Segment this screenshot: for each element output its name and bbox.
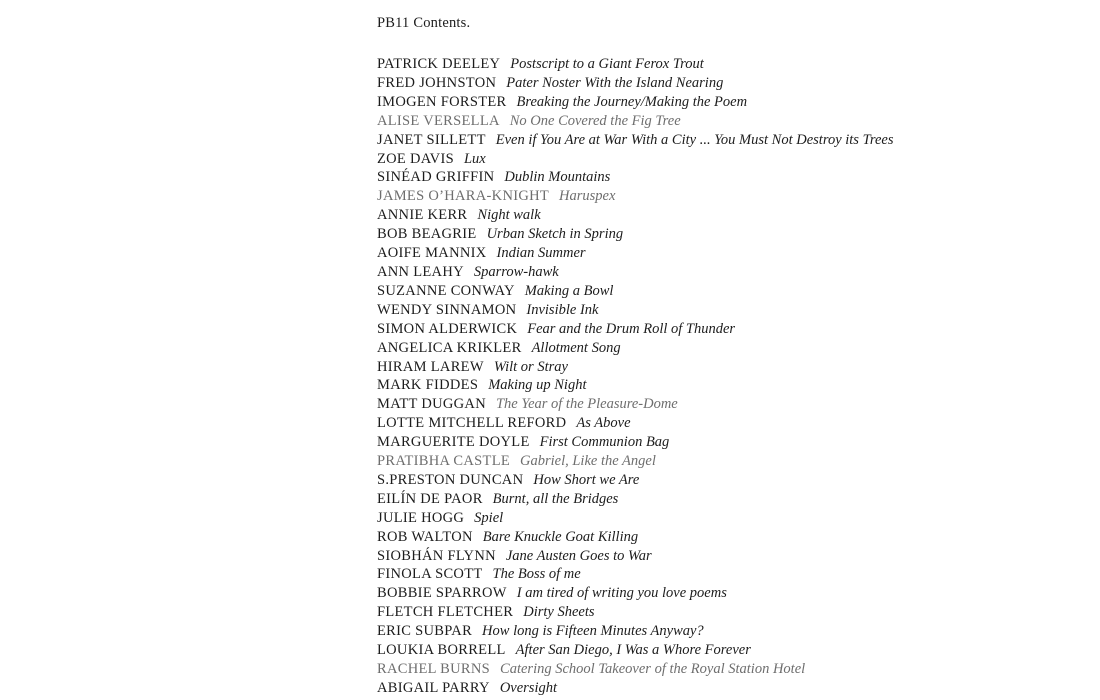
page-title: PB11 Contents. <box>377 15 471 31</box>
poem-title: Lux <box>463 150 486 167</box>
contents-entry <box>377 395 893 414</box>
author-name: HIRAM LAREW <box>377 358 484 375</box>
contents-entry <box>377 225 893 244</box>
poem-title: Burnt, all the Bridges <box>492 490 619 507</box>
poem-title: No One Covered the Fig Tree <box>509 112 681 129</box>
author-name: LOTTE MITCHELL REFORD <box>377 415 567 432</box>
poem-title: Making a Bowl <box>524 282 614 299</box>
author-name: ANNIE KERR <box>377 207 468 224</box>
author-name: FRED JOHNSTON <box>377 74 497 91</box>
author-name: ERIC SUBPAR <box>377 623 473 640</box>
contents-entry <box>377 660 893 679</box>
author-name: ALISE VERSELLA <box>377 112 500 129</box>
poem-title: Dirty Sheets <box>523 604 595 621</box>
poem-title: First Communion Bag <box>539 434 670 451</box>
contents-entry <box>377 452 893 471</box>
author-name: PATRICK DEELEY <box>377 56 501 72</box>
contents-entry <box>377 150 893 169</box>
author-name: IMOGEN FORSTER <box>377 93 507 110</box>
contents-entry <box>377 433 893 452</box>
contents-entry <box>377 74 893 93</box>
contents-entry <box>377 320 893 339</box>
author-name: ANN LEAHY <box>377 263 464 280</box>
contents-entry <box>377 55 893 74</box>
author-name: BOB BEAGRIE <box>377 226 477 243</box>
poem-title: After San Diego, I Was a Whore Forever <box>515 642 751 659</box>
poem-title: Indian Summer <box>496 245 586 262</box>
author-name: SIOBHÁN FLYNN <box>377 547 496 564</box>
poem-title: Even if You Are at War With a City ... You Must Not Destroy its Trees <box>495 131 894 148</box>
contents-entry <box>377 93 893 112</box>
author-name: LOUKIA BORRELL <box>377 642 506 659</box>
author-name: SINÉAD GRIFFIN <box>377 169 495 186</box>
author-name: ROB WALTON <box>377 528 473 545</box>
poem-title: Dublin Mountains <box>504 169 611 186</box>
author-name: SUZANNE CONWAY <box>377 282 515 299</box>
author-name: S.PRESTON DUNCAN <box>377 471 524 488</box>
author-name: FINOLA SCOTT <box>377 566 483 583</box>
poem-title: Sparrow-hawk <box>473 263 559 280</box>
poem-title: Pater Noster With the Island Nearing <box>506 74 724 91</box>
contents-entry <box>377 584 893 603</box>
author-name: BOBBIE SPARROW <box>377 585 507 602</box>
contents-entry <box>377 603 893 622</box>
contents-entry <box>377 282 893 301</box>
poem-title: Wilt or Stray <box>493 358 568 375</box>
author-name: SIMON ALDERWICK <box>377 320 518 337</box>
poem-title: How long is Fifteen Minutes Anyway? <box>482 623 704 640</box>
contents-entry <box>377 490 893 509</box>
author-name: MARK FIDDES <box>377 377 479 394</box>
author-name: MATT DUGGAN <box>377 396 486 413</box>
author-name: PRATIBHA CASTLE <box>377 453 511 470</box>
contents-entry <box>377 168 893 187</box>
poem-title: Breaking the Journey/Making the Poem <box>516 93 748 110</box>
poem-title: The Boss of me <box>492 566 581 583</box>
contents-page <box>377 14 893 698</box>
poem-title: Night walk <box>477 207 541 224</box>
poem-title: Gabriel, Like the Angel <box>520 453 656 470</box>
poem-title: Spiel <box>474 509 504 526</box>
author-name: JULIE HOGG <box>377 509 465 526</box>
contents-entry <box>377 263 893 282</box>
contents-entry <box>377 206 893 225</box>
contents-entry <box>377 414 893 433</box>
author-name: RACHEL BURNS <box>377 661 491 677</box>
author-name: EILÍN DE PAOR <box>377 490 483 507</box>
poem-title: Catering School Takeover of the Royal Station Hotel <box>500 661 806 677</box>
contents-entry <box>377 509 893 528</box>
contents-entry <box>377 358 893 377</box>
author-name: WENDY SINNAMON <box>377 301 517 318</box>
contents-entry <box>377 679 893 698</box>
poem-title: I am tired of writing you love poems <box>516 585 727 602</box>
contents-entry <box>377 339 893 358</box>
author-name: AOIFE MANNIX <box>377 245 487 262</box>
contents-entry <box>377 622 893 641</box>
author-name: ANGELICA KRIKLER <box>377 339 522 356</box>
contents-list <box>377 55 893 698</box>
contents-entry <box>377 565 893 584</box>
poem-title: Postscript to a Giant Ferox Trout <box>510 56 704 72</box>
poem-title: Making up Night <box>488 377 587 394</box>
poem-title: Allotment Song <box>531 339 621 356</box>
contents-entry <box>377 301 893 320</box>
contents-entry <box>377 244 893 263</box>
poem-title: Bare Knuckle Goat Killing <box>482 528 639 545</box>
author-name: FLETCH FLETCHER <box>377 604 514 621</box>
contents-entry <box>377 376 893 395</box>
contents-entry <box>377 547 893 566</box>
contents-entry <box>377 641 893 660</box>
author-name: ABIGAIL PARRY <box>377 679 490 696</box>
poem-title: Fear and the Drum Roll of Thunder <box>527 320 736 337</box>
contents-entry <box>377 187 893 206</box>
poem-title: Oversight <box>499 679 557 696</box>
author-name: JAMES O’HARA-KNIGHT <box>377 188 550 205</box>
contents-entry <box>377 528 893 547</box>
poem-title: Jane Austen Goes to War <box>505 547 652 564</box>
poem-title: Invisible Ink <box>526 301 599 318</box>
poem-title: How Short we Are <box>533 471 640 488</box>
poem-title: Haruspex <box>559 188 616 205</box>
contents-entry <box>377 471 893 490</box>
author-name: JANET SILLETT <box>377 131 486 148</box>
contents-entry <box>377 112 893 131</box>
author-name: ZOE DAVIS <box>377 150 454 167</box>
contents-entry <box>377 131 893 150</box>
poem-title: Urban Sketch in Spring <box>486 226 624 243</box>
poem-title: The Year of the Pleasure-Dome <box>495 396 678 413</box>
poem-title: As Above <box>576 415 631 432</box>
author-name: MARGUERITE DOYLE <box>377 434 530 451</box>
